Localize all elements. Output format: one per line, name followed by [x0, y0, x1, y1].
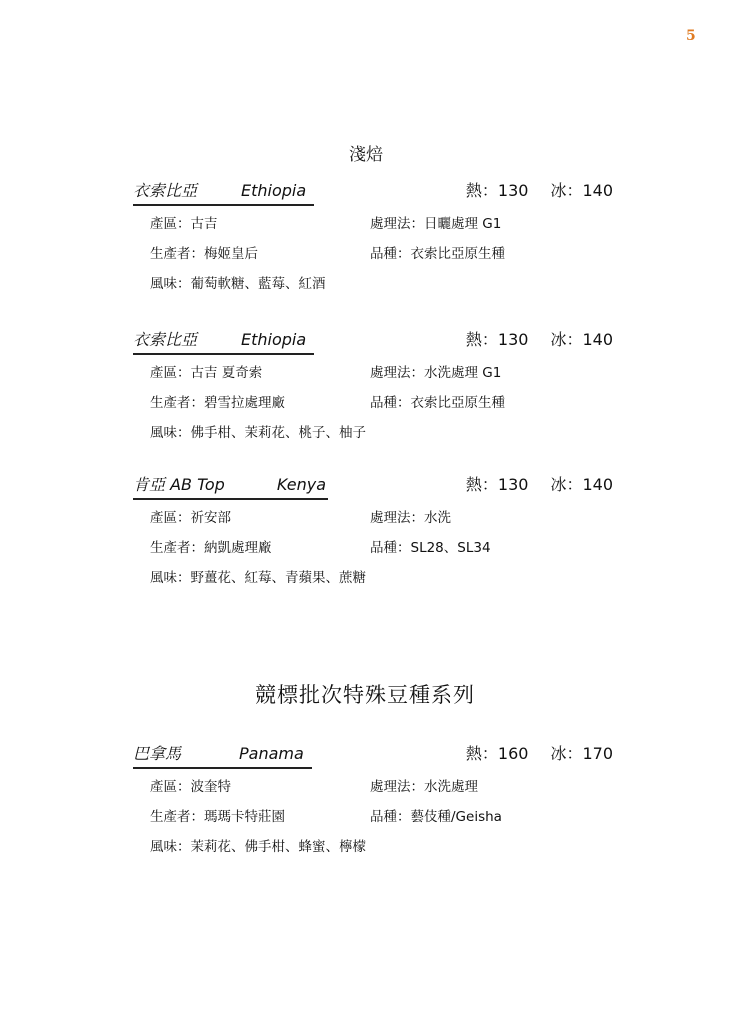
name-zh: 巴拿馬: [133, 744, 182, 763]
producer: 生產者：碧雪拉處理廠: [150, 395, 285, 411]
price: [466, 741, 613, 764]
coffee-item: [133, 178, 613, 294]
price: [466, 327, 613, 350]
section-title-competition-lots: 競標批次特殊豆種系列: [255, 683, 475, 707]
price: [466, 178, 613, 201]
region: 產區：古吉 夏奇索: [150, 365, 263, 381]
ice-price: 冰：140: [550, 475, 613, 494]
name-zh: 衣索比亞: [133, 330, 198, 349]
hot-price: 熱：130: [465, 330, 529, 349]
page-number: 5: [686, 28, 696, 44]
producer: 生產者：瑪瑪卡特莊園: [150, 809, 285, 825]
producer: 生產者：梅姬皇后: [150, 246, 258, 262]
coffee-item: [133, 741, 613, 857]
process: 處理法：水洗處理 G1: [370, 365, 502, 381]
region: 產區：古吉: [150, 216, 218, 232]
flavor: 風味：佛手柑、茉莉花、桃子、柚子: [150, 425, 366, 441]
ice-price: 冰：170: [550, 744, 613, 763]
variety: 品種：SL28、SL34: [370, 540, 491, 556]
hot-price: 熱：130: [465, 475, 529, 494]
hot-price: 熱：160: [465, 744, 529, 763]
region: 產區：波奎特: [150, 779, 231, 795]
name-zh: 衣索比亞: [133, 181, 198, 200]
coffee-item: [133, 472, 613, 588]
hot-price: 熱：130: [465, 181, 529, 200]
ice-price: 冰：140: [550, 181, 613, 200]
coffee-item: [133, 327, 613, 443]
variety: 品種：衣索比亞原生種: [370, 395, 505, 411]
name-en: Panama: [239, 744, 304, 763]
process: 處理法：日曬處理 G1: [370, 216, 502, 232]
name-en: Ethiopia: [241, 330, 307, 349]
process: 處理法：水洗: [370, 510, 451, 526]
coffee-name: [133, 472, 328, 500]
coffee-name: [133, 327, 314, 355]
variety: 品種：藝伎種/Geisha: [370, 809, 502, 825]
coffee-name: [133, 178, 314, 206]
section-title-light-roast: [0, 140, 730, 165]
process: 處理法：水洗處理: [370, 779, 478, 795]
name-zh: 肯亞 AB Top: [133, 475, 225, 494]
price: [466, 472, 613, 495]
section-title-text: 淺焙: [349, 145, 383, 165]
flavor: 風味：野薑花、紅莓、青蘋果、蔗糖: [150, 570, 366, 586]
producer: 生產者：納凱處理廠: [150, 540, 272, 556]
flavor: 風味：茉莉花、佛手柑、蜂蜜、檸檬: [150, 839, 366, 855]
name-en: Ethiopia: [241, 181, 307, 200]
coffee-name: [133, 741, 312, 769]
flavor: 風味：葡萄軟糖、藍莓、紅酒: [150, 276, 326, 292]
name-en: Kenya: [276, 475, 327, 494]
region: 產區：祈安部: [150, 510, 231, 526]
ice-price: 冰：140: [550, 330, 613, 349]
variety: 品種：衣索比亞原生種: [370, 246, 505, 262]
